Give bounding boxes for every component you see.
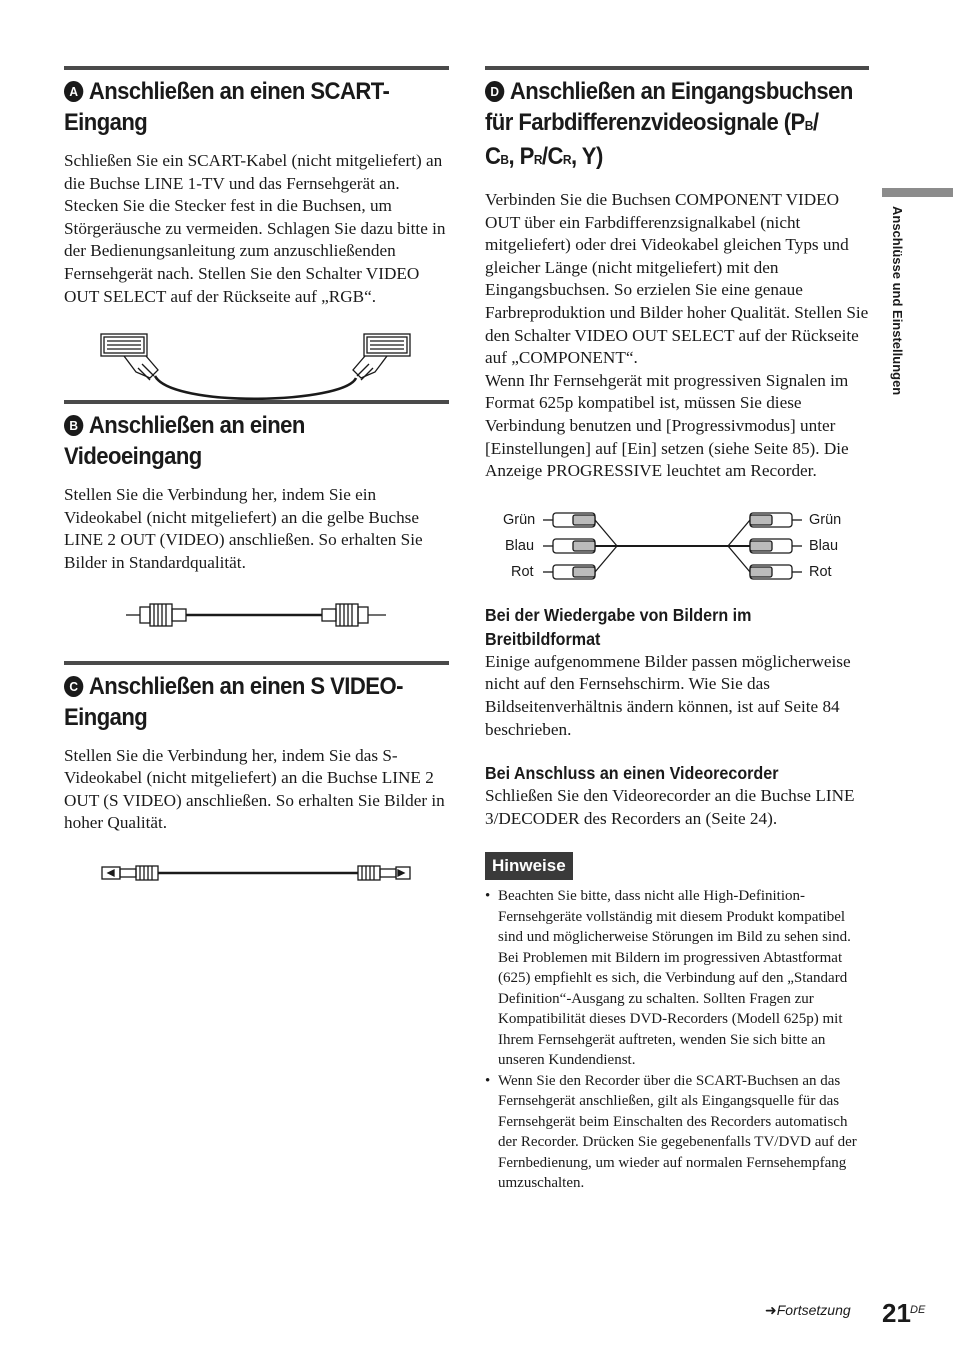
section-c-rule	[64, 661, 449, 665]
scart-cable-diagram	[64, 308, 449, 400]
side-tab-bar	[882, 188, 953, 197]
side-tab-label: Anschlüsse und Einstellungen	[890, 206, 905, 396]
notes-header	[485, 852, 869, 880]
s-video-cable-diagram	[64, 835, 449, 925]
vcr-body: Schließen Sie den Videorecorder an die Buchse LINE 3/DECODER des Recorders an (Seite 24).	[485, 786, 855, 828]
note-bullet: •	[485, 1072, 491, 1089]
vcr-heading: Bei Anschluss an einen Videorecorder	[485, 763, 779, 784]
section-b-body: Stellen Sie die Verbindung her, indem Sie ein Videokabel (nicht mitgeliefert) an die gelbe Buchse LINE 2 OUT (VIDEO) anschließen. So erhalten Sie Bilder in Standardqualität.	[64, 485, 423, 572]
section-a-badge: A	[64, 81, 83, 102]
cable-label-left-red: Rot	[511, 563, 534, 580]
note-item: • Wenn Sie den Recorder über die SCART-Buchsen an das Fernsehgerät anschließen, gilt als Eingangsquelle für das Fernsehgerät beim Einschalten des Recorders automatisch der Recorder. Drücken Sie gegebenenfalls TV/DVD auf der Fernbedienung, um wieder auf normalen Fernsehempfang umzuschalten.	[485, 1072, 857, 1192]
continuation-note: ➜Fortsetzung	[765, 1302, 851, 1318]
notes-list	[485, 886, 869, 1194]
section-c-badge: C	[64, 676, 83, 697]
component-cable-diagram	[485, 483, 869, 593]
video-cable-diagram	[64, 575, 449, 661]
right-column	[485, 66, 869, 1194]
cable-label-right-red: Rot	[809, 563, 832, 580]
section-a-body: Schließen Sie ein SCART-Kabel (nicht mitgeliefert) an die Buchse LINE 1-TV und das Fernsehgerät an. Stecken Sie die Stecker fest in die Buchsen, um Störgeräusche zu vermeiden. Schlagen Sie dazu bitte in der Bedienungsanleitung zum anzuschließenden Fernsehgerät nach. Stellen Sie den Schalter VIDEO OUT SELECT auf der Rückseite auf „RGB“.	[64, 151, 446, 306]
arrow-right-icon: ➜	[765, 1302, 777, 1318]
section-b-rule	[64, 400, 449, 404]
section-c-body: Stellen Sie die Verbindung her, indem Sie das S-Videokabel (nicht mitgeliefert) an die Buchse LINE 2 OUT (S VIDEO) anschließen. So erhalten Sie Bilder in hoher Qualität.	[64, 745, 445, 833]
cable-label-right-green: Grün	[809, 511, 842, 528]
page-number: 21	[882, 1298, 911, 1328]
section-a-title: A Anschließen an einen SCART- Eingang	[64, 78, 390, 136]
page-language: DE	[910, 1304, 926, 1316]
section-d-body-1: Verbinden Sie die Buchsen COMPONENT VIDEO OUT über ein Farbdifferenzsignalkabel (nicht mitgeliefert) oder drei Videokabel gleichen Typs und gleicher Länge (nicht mitgeliefert) mit den Eingangsbuchsen. So erzielen Sie eine genaue Farbreproduktion und Bilder hoher Qualität. Stellen Sie den Schalter VIDEO OUT SELECT auf der Rückseite auf „COMPONENT“.	[485, 190, 869, 368]
widescreen-heading: Bei der Wiedergabe von Bildern im Breitbildformat	[485, 604, 752, 649]
video-cable-icon	[64, 575, 449, 661]
cable-label-left-green: Grün	[503, 511, 536, 528]
scart-cable-icon	[64, 308, 449, 400]
notes-badge: Hinweise	[485, 852, 573, 880]
left-column	[64, 66, 449, 925]
section-b-title: B Anschließen an einen Videoeingang	[64, 412, 305, 471]
section-d-rule	[485, 66, 869, 70]
widescreen-body: Einige aufgenommene Bilder passen möglicherweise nicht auf den Fernsehschirm. Wie Sie das Bildseitenverhältnis ändern können, ist auf Seite 84 beschrieben.	[485, 651, 851, 739]
section-b-badge: B	[64, 415, 83, 436]
s-video-cable-icon	[64, 835, 449, 925]
cable-label-right-blue: Blau	[809, 537, 839, 554]
note-item: • Beachten Sie bitte, dass nicht alle High-Definition-Fernsehgeräte vollständig mit diesem Produkt kompatibel sind und möglicherweise Störungen im Bild zu sehen sind. Bei Problemen mit Bildern im progressiven Abtastformat (625) empfiehlt es sich, die Verbindung auf den „Standard Definition“-Ausgang zu schalten. Sollten Fragen zur Kompatibilität dieses DVD-Recorders (Modell 625p) mit Ihrem Fernsehgerät auftreten, wenden Sie sich bitte an unseren Kundendienst.	[485, 888, 851, 1069]
section-c-title: C Anschließen an einen S VIDEO- Eingang	[64, 672, 403, 731]
section-d-body-2: Wenn Ihr Fernsehgerät mit progressiven Signalen im Format 625p kompatibel ist, müssen Sie diese Verbindung benutzen und [Progressivmodus] unter [Einstellungen] auf [Ein] setzen (siehe Seite 85). Die Anzeige PROGRESSIVE leuchtet am Recorder.	[485, 370, 849, 481]
section-a-rule	[64, 66, 449, 70]
cable-label-left-blue: Blau	[505, 537, 535, 554]
note-bullet: •	[485, 888, 491, 905]
section-d-title: D Anschließen an Eingangsbuchsen für Farbdifferenzvideosignale (PB/ CB, PR/CR, Y)	[485, 78, 853, 170]
section-d-badge: D	[485, 81, 504, 102]
component-cable-icon	[485, 483, 869, 593]
